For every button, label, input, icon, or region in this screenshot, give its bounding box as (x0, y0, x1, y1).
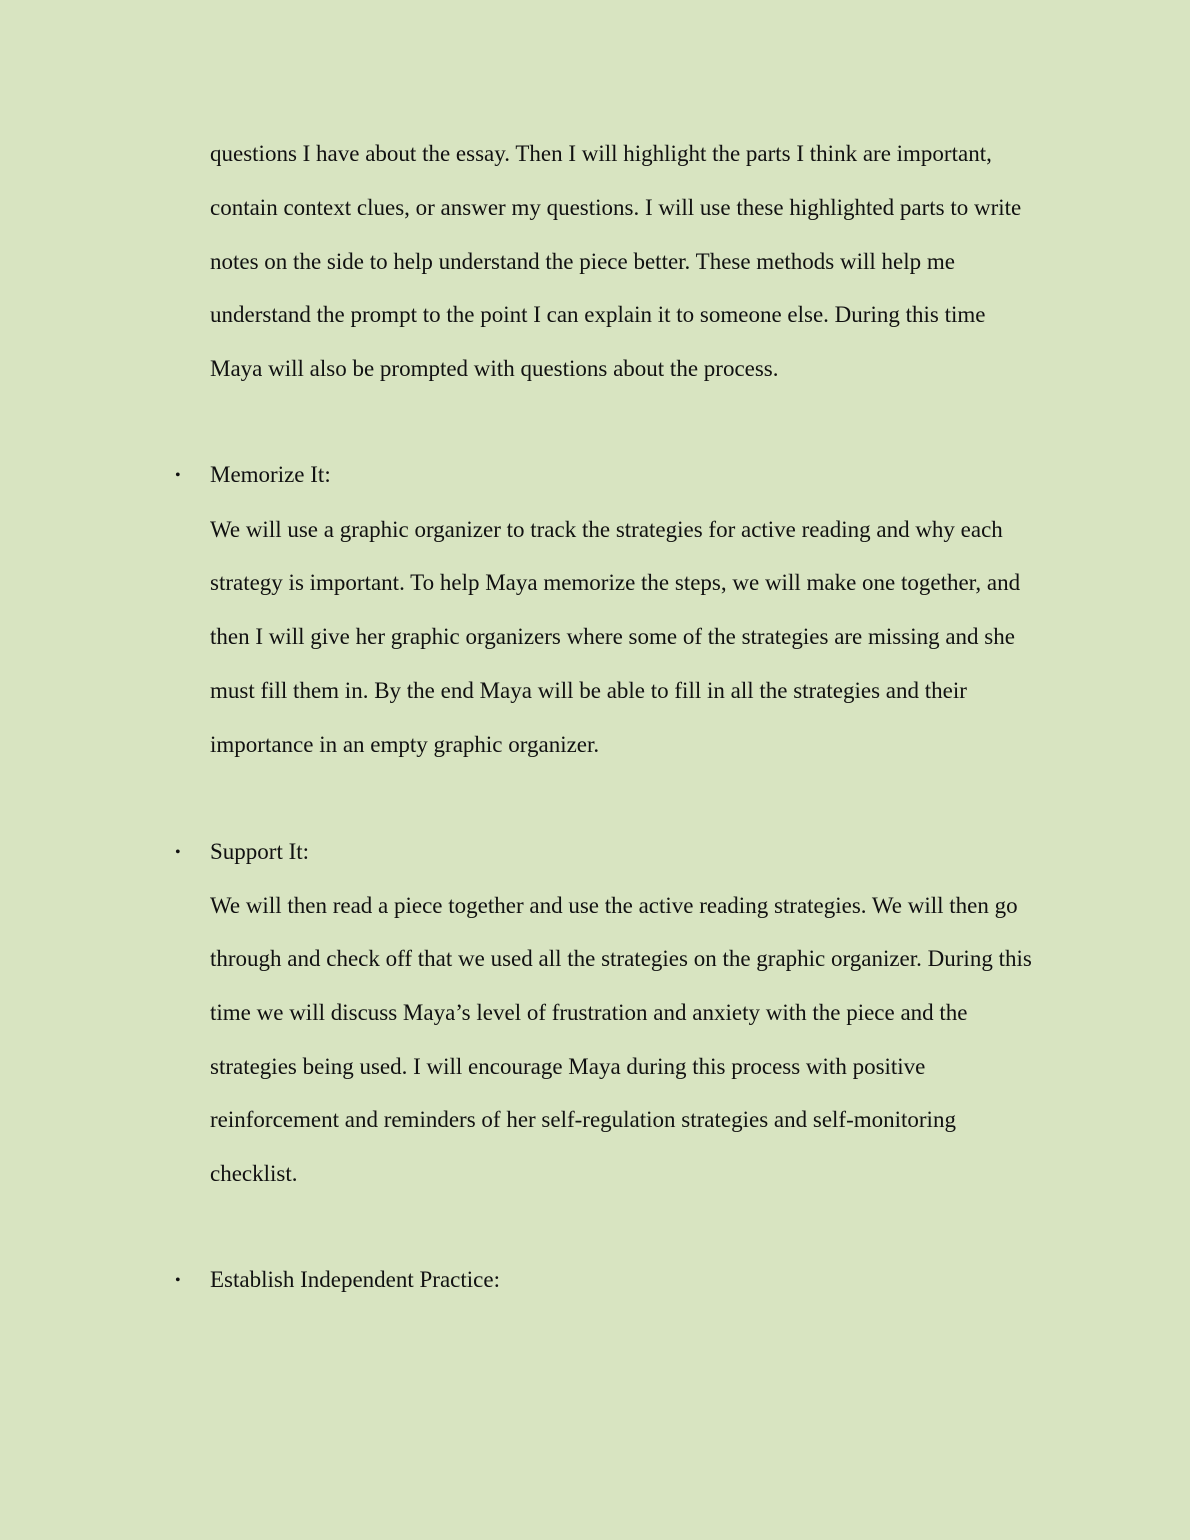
support-line-3: time we will discuss Maya’s level of frustration and anxiety with the piece and the (210, 1000, 968, 1025)
bullet-support: • (175, 844, 181, 861)
memorize-line-3: then I will give her graphic organizers where some of the strategies are missing and she (210, 624, 1015, 649)
memorize-line-1: We will use a graphic organizer to track the strategies for active reading and why each (210, 517, 1003, 542)
support-line-6: checklist. (210, 1161, 298, 1186)
support-line-2: through and check off that we used all the strategies on the graphic organizer. During this (210, 946, 1032, 971)
support-line-1: We will then read a piece together and use the active reading strategies. We will then go (210, 893, 1018, 918)
bullet-memorize: • (175, 467, 181, 484)
memorize-line-5: importance in an empty graphic organizer. (210, 732, 600, 757)
memorize-line-2: strategy is important. To help Maya memorize the steps, we will make one together, and (210, 570, 1021, 595)
heading-memorize-it: Memorize It: (210, 462, 331, 487)
intro-line-4: understand the prompt to the point I can explain it to someone else. During this time (210, 302, 986, 327)
memorize-line-4: must fill them in. By the end Maya will be able to fill in all the strategies and their (210, 678, 967, 703)
intro-line-1: questions I have about the essay. Then I will highlight the parts I think are important, (210, 141, 992, 166)
support-line-4: strategies being used. I will encourage Maya during this process with positive (210, 1054, 926, 1079)
heading-establish-independent-practice: Establish Independent Practice: (210, 1267, 500, 1292)
heading-support-it: Support It: (210, 839, 310, 864)
intro-line-5: Maya will also be prompted with questions about the process. (210, 356, 779, 381)
bullet-independent-practice: • (175, 1272, 181, 1289)
support-line-5: reinforcement and reminders of her self-regulation strategies and self-monitoring (210, 1107, 956, 1132)
intro-line-2: contain context clues, or answer my questions. I will use these highlighted parts to write (210, 195, 1022, 220)
intro-line-3: notes on the side to help understand the piece better. These methods will help me (210, 249, 955, 274)
